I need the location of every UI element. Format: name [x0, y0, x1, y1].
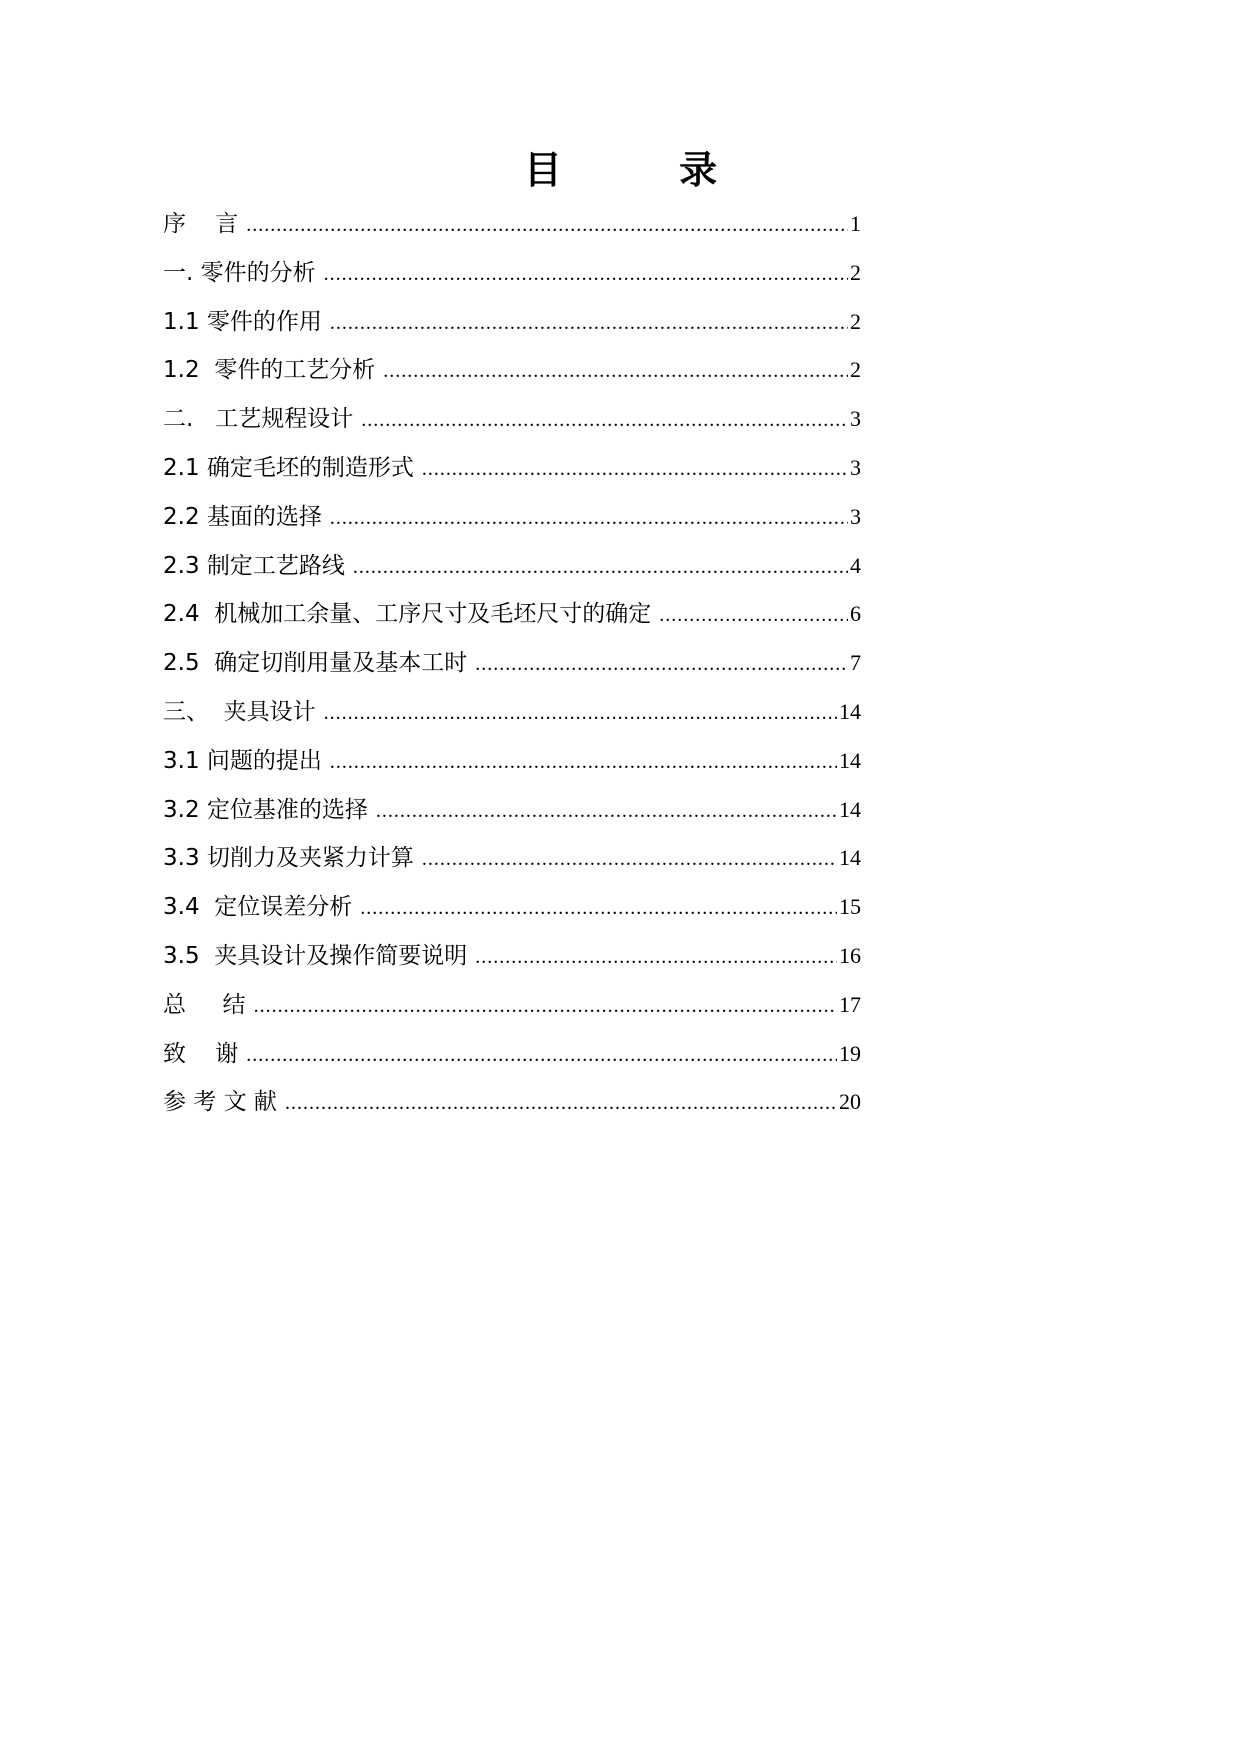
toc-entry[interactable]: [163, 298, 861, 347]
toc-entry-label: 三、 夹具设计: [163, 698, 316, 725]
toc-entry-page: 17: [839, 991, 861, 1017]
toc-entry-page: 1: [850, 211, 861, 236]
toc-entry-page: 2: [850, 259, 861, 285]
toc-entry-page: 16: [839, 942, 861, 968]
toc-entry[interactable]: [163, 932, 861, 981]
toc-entry-label: 2.5 确定切削用量及基本工时: [163, 650, 468, 677]
toc-entry-label: 3.5 夹具设计及操作简要说明: [163, 942, 468, 969]
toc-entry[interactable]: [163, 737, 861, 786]
toc-entry-page: 15: [839, 894, 861, 920]
toc-leader-dots: [422, 445, 848, 494]
toc-entry-page: 14: [839, 796, 861, 822]
toc-entry[interactable]: [163, 639, 861, 688]
toc-entry-label: 3.3 切削力及夹紧力计算: [163, 845, 414, 872]
toc-entry[interactable]: [163, 1078, 861, 1127]
toc-entry-label: 1.2 零件的工艺分析: [163, 357, 376, 384]
toc-leader-dots: [353, 543, 848, 592]
toc-entry-label: 2.4 机械加工余量、工序尺寸及毛坯尺寸的确定: [163, 601, 652, 628]
toc-leader-dots: [383, 347, 848, 396]
toc-entry[interactable]: [163, 493, 861, 542]
toc-entry[interactable]: [163, 590, 861, 639]
toc-entry[interactable]: [163, 834, 861, 883]
toc-leader-dots: [475, 933, 837, 982]
toc-leader-dots: [285, 1079, 837, 1128]
toc-entry[interactable]: [163, 688, 861, 737]
toc-entry-label: 总 结: [163, 991, 246, 1018]
toc-entry[interactable]: [163, 1030, 861, 1079]
toc-entry[interactable]: [163, 542, 861, 591]
toc-leader-dots: [324, 250, 848, 299]
toc-entry-page: 3: [850, 454, 861, 480]
toc-entry-label: 参 考 文 献: [163, 1089, 277, 1116]
toc-entry-label: 2.1 确定毛坯的制造形式: [163, 454, 414, 481]
toc-entry[interactable]: [163, 395, 861, 444]
toc-entry[interactable]: [163, 786, 861, 835]
toc-leader-dots: [246, 1031, 837, 1080]
toc-entry-label: 一. 零件的分析: [163, 259, 316, 286]
toc-leader-dots: [330, 738, 837, 787]
toc-entry[interactable]: [163, 981, 861, 1030]
toc-entry-page: 14: [839, 747, 861, 773]
toc-leader-dots: [330, 299, 848, 348]
toc-leader-dots: [330, 494, 848, 543]
toc-entry-label: 序 言: [163, 211, 239, 237]
toc-entry[interactable]: [163, 444, 861, 493]
toc-leader-dots: [475, 640, 848, 689]
toc-entry[interactable]: [163, 249, 861, 298]
table-of-contents: [163, 200, 861, 1127]
toc-entry-page: 7: [850, 650, 861, 676]
toc-entry-page: 3: [850, 503, 861, 529]
toc-entry-label: 致 谢: [163, 1040, 239, 1067]
toc-entry-page: 19: [839, 1040, 861, 1066]
toc-entry-label: 2.2 基面的选择: [163, 503, 322, 530]
toc-entry-page: 14: [839, 845, 861, 871]
toc-entry[interactable]: [163, 883, 861, 932]
toc-entry-page: 2: [850, 308, 861, 334]
toc-entry-label: 2.3 制定工艺路线: [163, 552, 345, 579]
toc-leader-dots: [659, 591, 848, 640]
toc-entry-label: 3.1 问题的提出: [163, 747, 322, 774]
toc-entry-label: 1.1 零件的作用: [163, 308, 322, 335]
toc-entry-page: 3: [850, 406, 861, 432]
toc-leader-dots: [361, 396, 848, 445]
toc-entry-page: 6: [850, 601, 861, 627]
toc-leader-dots: [376, 787, 837, 836]
toc-title: 目 录: [523, 148, 770, 192]
toc-leader-dots: [422, 835, 837, 884]
toc-entry-label: 3.2 定位基准的选择: [163, 796, 368, 823]
toc-entry[interactable]: [163, 200, 861, 249]
toc-entry-label: 3.4 定位误差分析: [163, 894, 353, 921]
toc-entry-page: 20: [839, 1089, 861, 1115]
toc-entry-page: 4: [850, 552, 861, 578]
toc-leader-dots: [246, 201, 848, 250]
toc-leader-dots: [254, 982, 837, 1031]
toc-leader-dots: [324, 689, 837, 738]
toc-entry[interactable]: [163, 346, 861, 395]
toc-entry-label: 二. 工艺规程设计: [163, 406, 354, 433]
toc-leader-dots: [360, 884, 837, 933]
toc-entry-page: 14: [839, 698, 861, 724]
toc-entry-page: 2: [850, 357, 861, 383]
